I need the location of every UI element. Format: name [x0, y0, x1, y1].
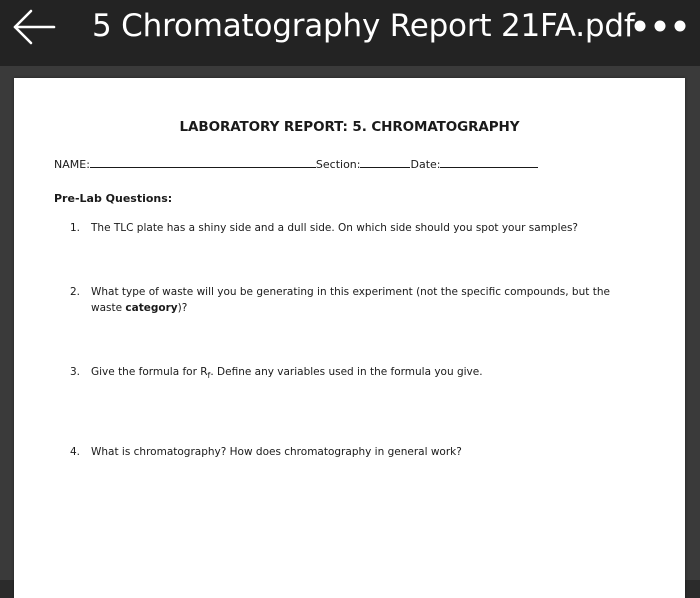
prelab-heading: Pre-Lab Questions: [54, 192, 173, 205]
left-arrow-icon [10, 8, 58, 46]
question-number: 4. [70, 446, 81, 458]
section-label: Section: [315, 158, 361, 171]
date-label: Date: [410, 158, 441, 171]
top-bar [0, 0, 700, 66]
question-text: What is chromatography? How does chromatography in general work? [91, 446, 462, 458]
more-dots-icon [632, 14, 688, 38]
student-info-fields [54, 157, 538, 171]
question-text-subscript: f [207, 371, 211, 381]
report-title: LABORATORY REPORT: 5. CHROMATOGRAPHY [179, 119, 520, 135]
question-text-part: . Define any variables used in the formula you give. [210, 366, 483, 378]
question-number: 3. [70, 366, 81, 378]
question-text [91, 364, 636, 384]
question-text-part: Give the formula for R [91, 366, 208, 378]
section-blank [360, 157, 410, 168]
name-blank [90, 157, 316, 168]
name-label: NAME: [54, 158, 90, 171]
document-title: 5 Chromatography Report 21FA.pdf [92, 8, 635, 44]
pdf-viewer[interactable] [0, 66, 700, 580]
question-text: The TLC plate has a shiny side and a dull side. On which side should you spot your samples? [91, 222, 579, 234]
question-text [91, 284, 636, 316]
question-text-part: What type of waste will you be generating in this experiment (not the specific compounds, but the waste [91, 286, 610, 314]
question-text-bold: category [125, 302, 178, 314]
back-button[interactable] [10, 8, 58, 46]
question-text-part: )? [177, 302, 188, 314]
pdf-page [14, 78, 685, 598]
more-options-button[interactable] [632, 14, 688, 38]
question-number: 1. [70, 222, 81, 234]
question-number: 2. [70, 286, 81, 298]
date-blank [440, 157, 538, 168]
